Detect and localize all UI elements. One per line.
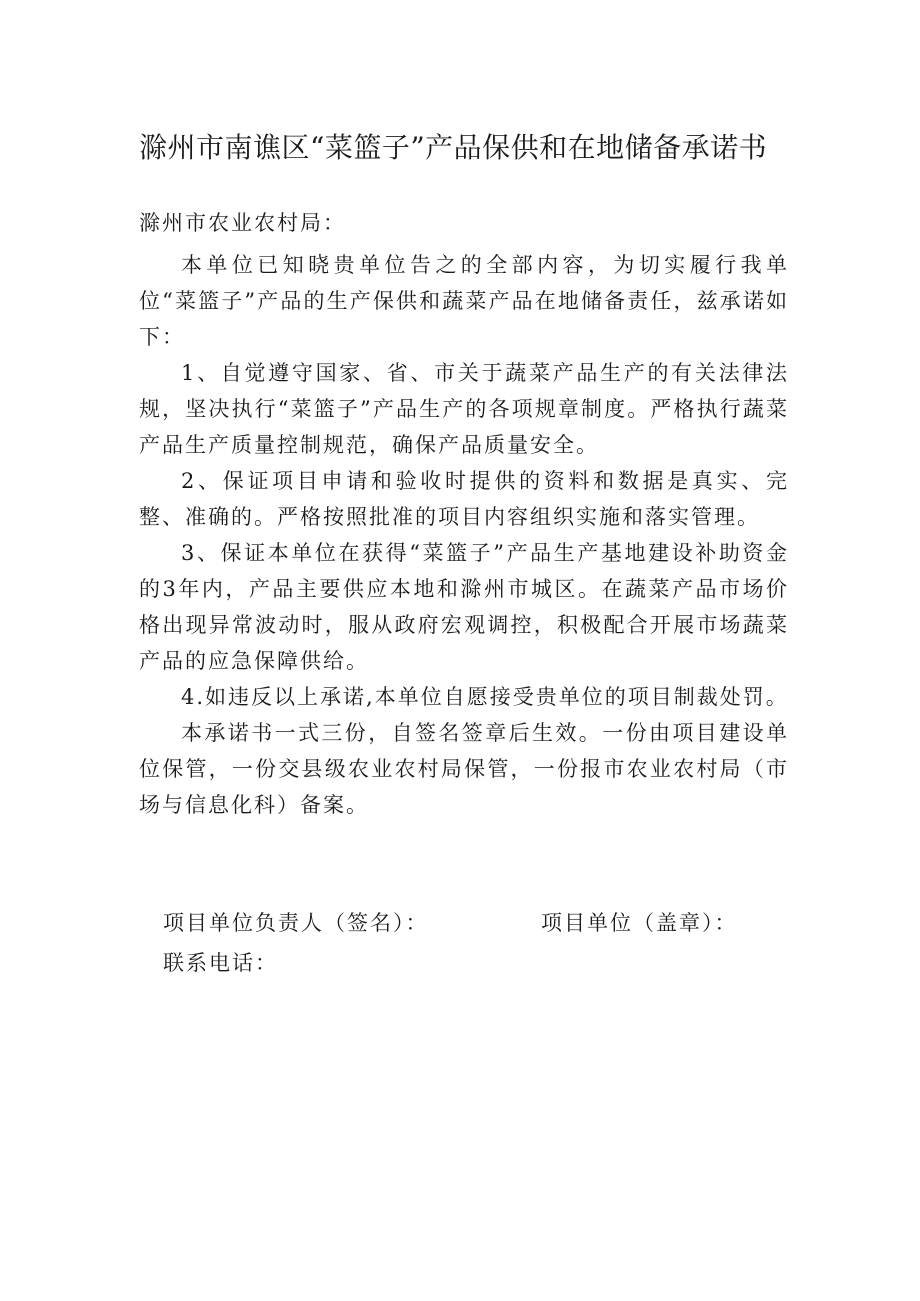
salutation: 滁州市农业农村局： [139, 211, 346, 235]
paragraph-item-4: 4.如违反以上承诺,本单位自愿接受贵单位的项目制裁处罚。 [181, 685, 789, 709]
document-body [139, 247, 789, 823]
paragraph-intro: 本单位已知晓贵单位告之的全部内容，为切实履行我单位“菜篮子”产品的生产保供和蔬菜产品在地储备责任，兹承诺如下： [139, 253, 789, 349]
paragraph-closing: 本承诺书一式三份，自签名签章后生效。一份由项目建设单位保管，一份交县级农业农村局保管，一份报市农业农村局（市场与信息化科）备案。 [139, 721, 789, 817]
paragraph-item-2: 2、保证项目申请和验收时提供的资料和数据是真实、完整、准确的。严格按照批准的项目内容组织实施和落实管理。 [139, 469, 789, 529]
paragraph-item-3: 3、保证本单位在获得“菜篮子”产品生产基地建设补助资金的3年内，产品主要供应本地和滁州市城区。在蔬菜产品市场价格出现异常波动时，服从政府宏观调控，积极配合开展市场蔬菜产品的应急保障供给。 [139, 541, 789, 673]
unit-seal-label: 项目单位（盖章）： [541, 911, 738, 935]
contact-phone-label: 联系电话： [163, 951, 278, 975]
document-title: 滁州市南谯区“菜篮子”产品保供和在地储备承诺书 [139, 131, 768, 164]
leader-signature-label: 项目单位负责人（签名）： [163, 911, 429, 935]
paragraph-item-1: 1、自觉遵守国家、省、市关于蔬菜产品生产的有关法律法规，坚决执行“菜篮子”产品生产的各项规章制度。严格执行蔬菜产品生产质量控制规范，确保产品质量安全。 [139, 361, 789, 457]
